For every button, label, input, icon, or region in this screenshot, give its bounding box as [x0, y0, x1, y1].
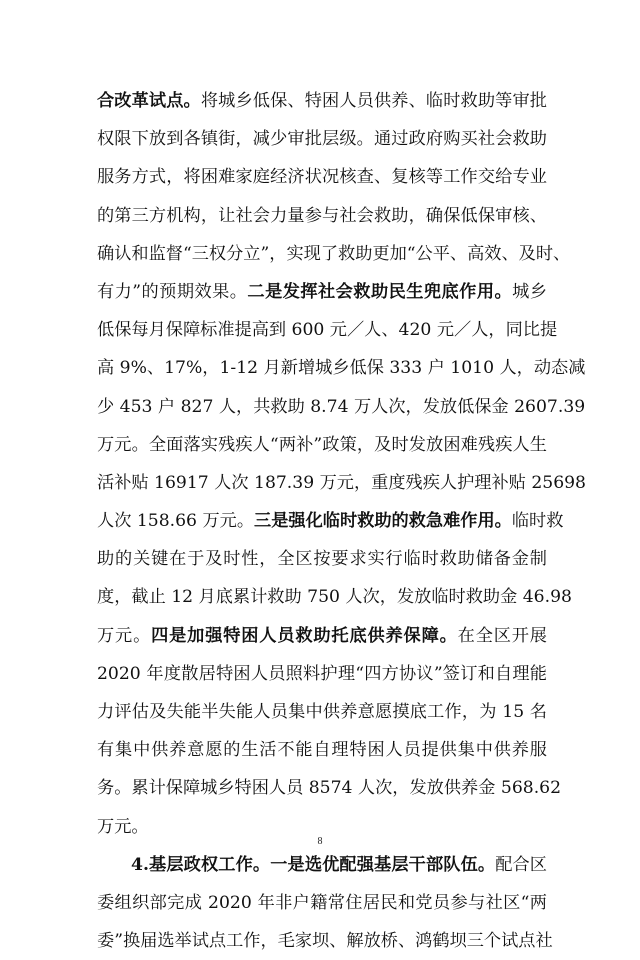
text-line	[97, 197, 547, 235]
text-line	[97, 120, 547, 158]
bold-heading-run: 4.基层政权工作。一是选优配强基层干部队伍。	[131, 854, 496, 875]
body-text	[97, 82, 586, 960]
text-line	[97, 578, 572, 616]
text-line	[97, 731, 547, 769]
text-line	[97, 502, 564, 540]
text-run: 的第三方机构，让社会力量参与社会救助，确保低保审核、	[97, 205, 547, 226]
text-run: 城乡	[512, 281, 547, 302]
text-line	[97, 617, 547, 655]
text-run: 活补贴 16917 人次 187.39 万元，重度残疾人护理补贴 25698	[97, 472, 586, 493]
text-run: 低保每月保障标准提高到 600 元／人、420 元／人，同比提	[97, 320, 558, 341]
text-run: 度，截止 12 月底累计救助 750 人次，发放临时救助金 46.98	[97, 587, 572, 608]
text-run: 确认和监督“三权分立”，实现了救助更加“公平、高效、及时、	[97, 243, 571, 264]
text-line	[97, 464, 586, 502]
text-run: 万元。	[97, 816, 149, 837]
bold-heading-run: 四是加强特困人员救助托底供养保障。	[151, 625, 458, 646]
text-run: 权限下放到各镇街，减少审批层级。通过政府购买社会救助	[97, 129, 547, 150]
bold-heading-run: 三是强化临时救助的救急难作用。	[254, 511, 512, 532]
bold-heading-run: 二是发挥社会救助民生兜底作用。	[247, 281, 513, 302]
text-run: 配合区	[495, 854, 547, 875]
text-run: 少 453 户 827 人，共救助 8.74 万人次，发放低保金 2607.39	[97, 396, 586, 417]
text-line	[97, 655, 547, 693]
text-run: 务。累计保障城乡特困人员 8574 人次，发放供养金 568.62	[97, 778, 562, 799]
paragraph	[97, 82, 586, 846]
text-run: 将城乡低保、特困人员供养、临时救助等审批	[200, 91, 547, 111]
text-run: 服务方式，将困难家庭经济状况核查、复核等工作交给专业	[97, 167, 547, 188]
text-run: 有力”的预期效果。	[97, 281, 248, 302]
text-line	[97, 82, 547, 120]
paragraph	[97, 846, 553, 960]
text-run: 力评估及失能半失能人员集中供养意愿摸底工作，为 15 名	[97, 702, 547, 722]
text-line	[97, 693, 547, 731]
page-number: 8	[317, 836, 323, 847]
text-run: 助的关键在于及时性，全区按要求实行临时救助储备金制	[97, 549, 547, 570]
text-run: 在全区开展	[457, 625, 547, 646]
text-line	[97, 388, 586, 426]
text-run: 高 9%、17%，1-12 月新增城乡低保 333 户 1010 人，动态减	[97, 358, 586, 379]
text-line	[97, 540, 547, 578]
text-run: 人次 158.66 万元。	[97, 511, 255, 532]
text-line	[97, 311, 558, 349]
text-run: 2020 年度散居特困人员照料护理“四方协议”签订和自理能	[97, 663, 547, 684]
text-line	[97, 846, 547, 884]
text-line	[97, 158, 547, 196]
text-line	[97, 426, 547, 464]
text-run: 临时救	[511, 511, 564, 532]
text-run: 委”换届选举试点工作，毛家坝、解放桥、鸿鹤坝三个试点社	[97, 931, 553, 952]
text-line	[97, 349, 586, 387]
text-run: 万元。全面落实残疾人“两补”政策，及时发放困难残疾人生	[97, 434, 547, 455]
bold-heading-run: 合改革试点。	[97, 91, 201, 111]
text-line	[97, 235, 571, 273]
text-run: 委组织部完成 2020 年非户籍常住居民和党员参与社区“两	[97, 892, 547, 913]
text-run: 万元。	[97, 625, 152, 646]
text-line	[97, 884, 547, 922]
text-line	[97, 922, 553, 960]
text-line	[97, 273, 547, 311]
text-run: 有集中供养意愿的生活不能自理特困人员提供集中供养服	[97, 740, 547, 761]
text-line	[97, 769, 562, 807]
